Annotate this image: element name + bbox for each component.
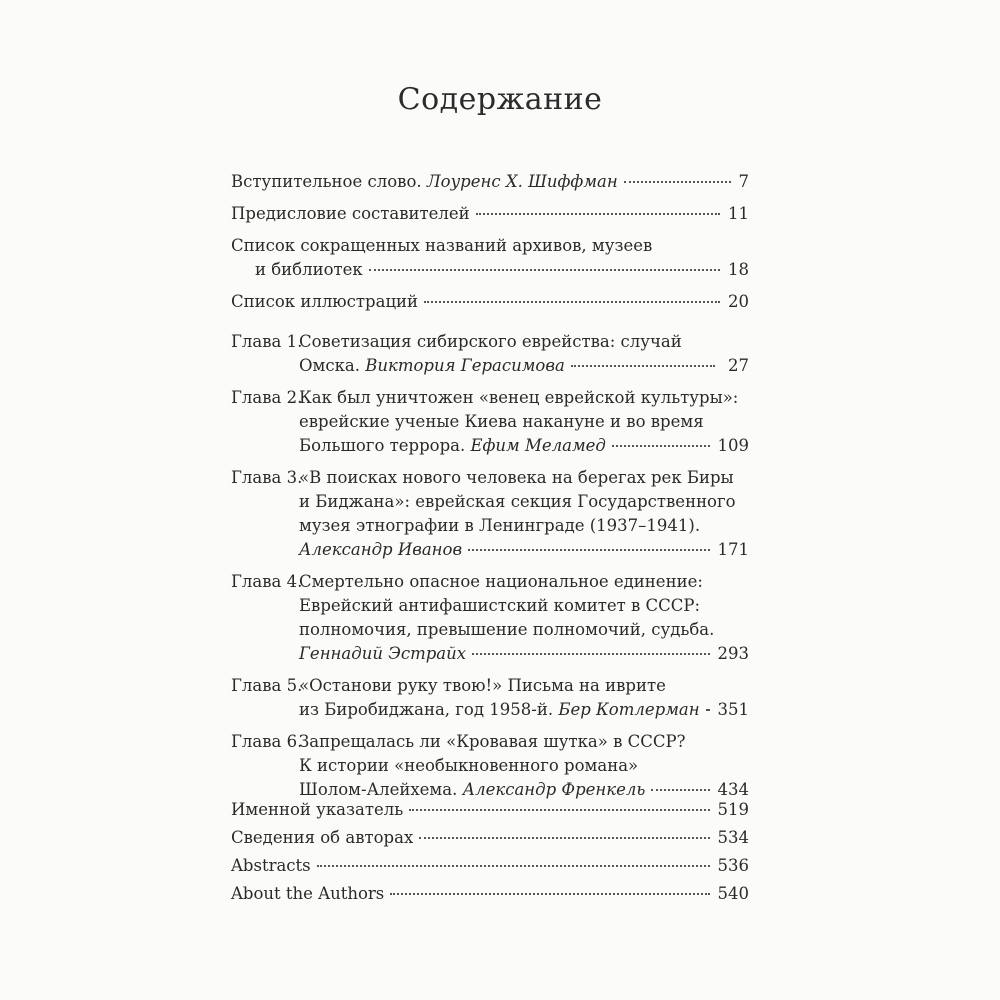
chapter-title-line: полномочия, превышение полномочий, судьба.: [299, 620, 715, 639]
chapter-author: Александр Френкель: [462, 780, 646, 799]
leader-dots: [419, 837, 709, 839]
leader-dots: [651, 789, 709, 791]
chapter-title-line: «В поисках нового человека на берегах рек Биры: [299, 468, 734, 487]
chapter-title-line: «Останови руку твою!» Письма на иврите: [299, 676, 666, 695]
entry-page: 7: [738, 172, 749, 191]
entry-title: About the Authors: [231, 884, 385, 903]
chapter-author: Геннадий Эстрайх: [299, 644, 467, 663]
chapter-title-line: Смертельно опасное национальное единение:: [299, 572, 703, 591]
entry-author: Лоуренс Х. Шиффман: [426, 172, 618, 191]
leader-dots: [571, 365, 715, 367]
chapter-title-line: Как был уничтожен «венец еврейской культуры»:: [299, 388, 739, 407]
toc-chapter-6: [231, 730, 749, 802]
chapter-title-line: К истории «необыкновенного романа»: [299, 756, 639, 775]
toc-entry: [231, 170, 749, 194]
entry-title: Именной указатель: [231, 800, 404, 819]
chapter-title-line: Омска.: [299, 356, 360, 375]
toc-chapters: [231, 330, 749, 810]
leader-dots: [390, 893, 709, 895]
chapter-title-line: из Биробиджана, год 1958-й.: [299, 700, 554, 719]
chapter-prefix: Глава 4.: [231, 572, 303, 591]
entry-page: 536: [717, 856, 749, 875]
chapter-title-line: Запрещалась ли «Кровавая шутка» в СССР?: [299, 732, 686, 751]
chapter-page: 351: [717, 700, 749, 719]
entry-title-cont: и библиотек: [255, 260, 363, 279]
leader-dots: [409, 809, 709, 811]
toc-chapter-4: [231, 570, 749, 666]
entry-page: 534: [717, 828, 749, 847]
page-title: Содержание: [397, 82, 603, 117]
chapter-author: Виктория Герасимова: [365, 356, 565, 375]
chapter-author: Бер Котлерман: [558, 700, 700, 719]
toc-chapter-3: [231, 466, 749, 562]
chapter-title-line: музея этнографии в Ленинграде (1937–1941).: [299, 516, 701, 535]
leader-dots: [424, 301, 720, 303]
entry-page: 540: [717, 884, 749, 903]
entry-title: Сведения об авторах: [231, 828, 414, 847]
chapter-title-line: Большого террора.: [299, 436, 466, 455]
entry-page: 519: [717, 800, 749, 819]
entry-page: 20: [728, 292, 749, 311]
leader-dots: [468, 549, 709, 551]
chapter-page: 171: [717, 540, 749, 559]
toc-front-matter: [231, 170, 749, 322]
chapter-title-line: и Биджана»: еврейская секция Государственного: [299, 492, 736, 511]
chapter-page: 293: [717, 644, 749, 663]
entry-title: Предисловие составителей: [231, 204, 470, 223]
chapter-author: Александр Иванов: [299, 540, 463, 559]
toc-entry: [231, 826, 749, 850]
chapter-prefix: Глава 6.: [231, 732, 303, 751]
leader-dots: [317, 865, 710, 867]
toc-entry: [231, 290, 749, 314]
chapter-prefix: Глава 3.: [231, 468, 303, 487]
toc-chapter-2: [231, 386, 749, 458]
chapter-title-line: еврейские ученые Киева накануне и во время: [299, 412, 704, 431]
toc-entry: [231, 234, 749, 282]
leader-dots: [369, 269, 720, 271]
chapter-title-line: Еврейский антифашистский комитет в СССР:: [299, 596, 701, 615]
leader-dots: [476, 213, 720, 215]
toc-entry: [231, 854, 749, 878]
chapter-title-line: Советизация сибирского еврейства: случай: [299, 332, 682, 351]
leader-dots: [612, 445, 710, 447]
leader-dots: [472, 653, 709, 655]
chapter-prefix: Глава 5.: [231, 676, 303, 695]
toc-chapter-5: [231, 674, 749, 722]
entry-page: 11: [728, 204, 749, 223]
toc-entry: [231, 798, 749, 822]
chapter-page: 109: [717, 436, 749, 455]
chapter-page: 434: [717, 780, 749, 799]
chapter-prefix: Глава 2.: [231, 388, 303, 407]
chapter-author: Ефим Меламед: [470, 436, 606, 455]
chapter-title-line: Шолом-Алейхема.: [299, 780, 458, 799]
chapter-page: 27: [728, 356, 749, 375]
entry-page: 18: [728, 260, 749, 279]
toc-back-matter: [231, 798, 749, 910]
entry-title: Abstracts: [231, 856, 311, 875]
toc-entry: [231, 882, 749, 906]
leader-dots: [624, 181, 731, 183]
entry-title: Список сокращенных названий архивов, музеев: [231, 236, 653, 255]
entry-title: Вступительное слово.: [231, 172, 422, 191]
chapter-prefix: Глава 1.: [231, 332, 303, 351]
toc-entry: [231, 202, 749, 226]
leader-dots: [706, 709, 710, 711]
toc-chapter-1: [231, 330, 749, 378]
entry-title: Список иллюстраций: [231, 292, 419, 311]
